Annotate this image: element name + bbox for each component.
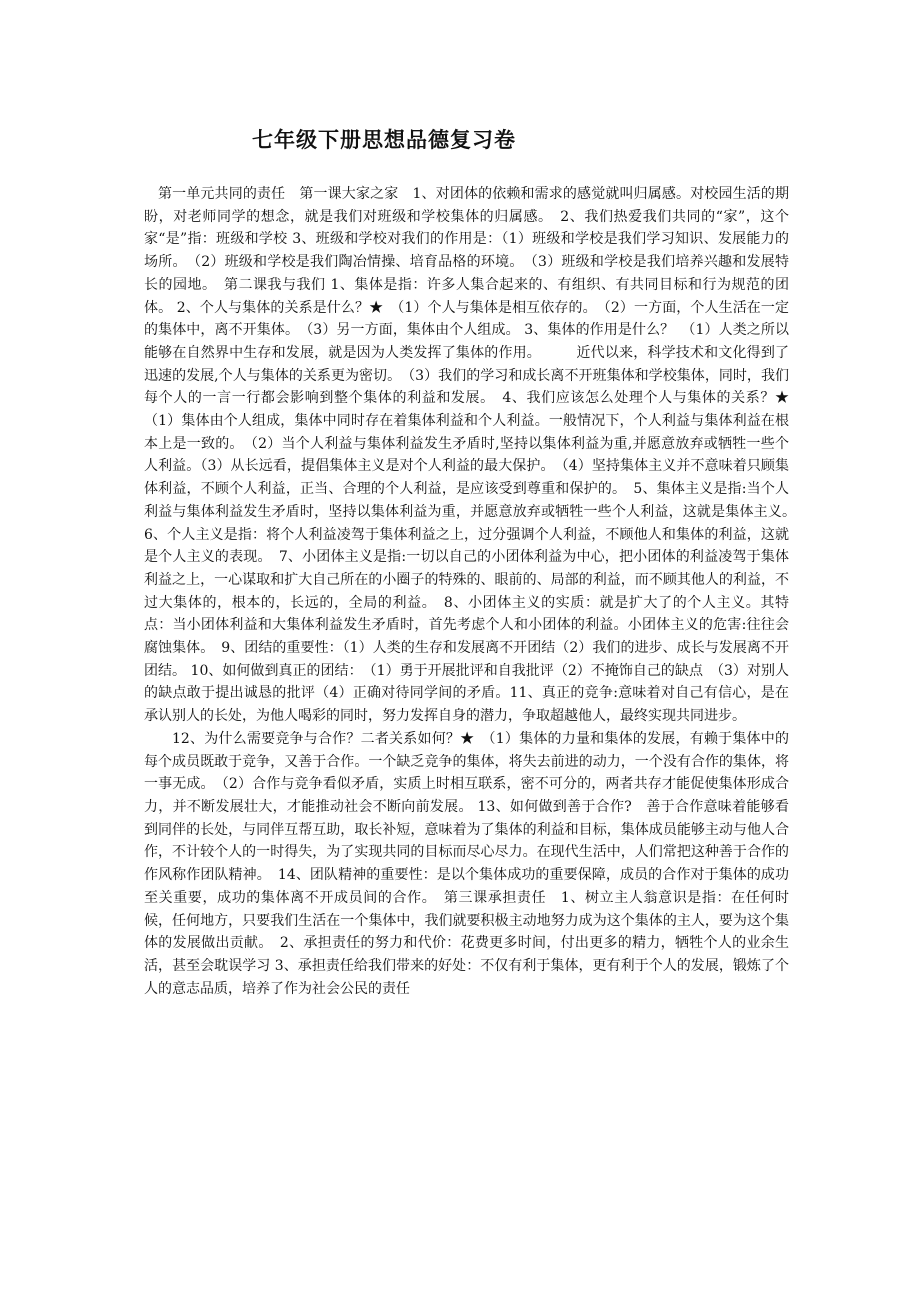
paragraph-2: 12、为什么需要竞争与合作？二者关系如何？★ （1）集体的力量和集体的发展，有赖于集体中的每个成员既敢于竞争，又善于合作。一个缺乏竞争的集体，将失去前进的动力，一个没有合作的集体，将一事无成。 （2）合作与竞争看似矛盾，实质上时相互联系，密不可分的，两者共存才能促使集体形成合力，并不断发展壮大，才能推动社会不断向前发展。 13、如何做到善于合作? 善于合作意味着能够看到同伴的长处，与同伴互帮互助，取长补短，意味着为了集体的利益和目标，集体成员能够主动与他人合作，不计较个人的一时得失，为了实现共同的目标而尽心尽力。在现代生活中，人们常把这种善于合作的作风称作团队精神。 14、团队精神的重要性：是以个集体成功的重要保障，成员的合作对于集体的成功至关重要，成功的集体离不开成员间的合作。 第三课承担责任 1、树立主人翁意识是指：在任何时候，任何地方，只要我们生活在一个集体中，我们就要积极主动地努力成为这个集体的主人，要为这个集体的发展做出贡献。 2、承担责任的努力和代价：花费更多时间，付出更多的精力，牺牲个人的业余生活，甚至会耽误学习 3、承担责任给我们带来的好处：不仅有利于集体，更有利于个人的发展，锻炼了个人的意志品质，培养了作为社会公民的责任	[144, 730, 789, 997]
document-title: 七年级下册思想品德复习卷	[252, 127, 516, 152]
paragraph-1: 第一单元共同的责任 第一课大家之家 1、对团体的依赖和需求的感觉就叫归属感。对校园生活的期盼，对老师同学的想念，就是我们对班级和学校集体的归属感。 2、我们热爱我们共同的“家”，这个家“是”指：班级和学校 3、班级和学校对我们的作用是：（1）班级和学校是我们学习知识、发展能力的场所。 （2）班级和学校是我们陶冶情操、培育品格的环境。 （3）班级和学校是我们培养兴趣和发展特长的园地。 第二课我与我们 1、集体是指：许多人集合起来的、有组织、有共同目标和行为规范的团体。 2、个人与集体的关系是什么？★ （1）个人与集体是相互依存的。 （2）一方面，个人生活在一定的集体中，离不开集体。 （3）另一方面，集体由个人组成。 3、集体的作用是什么？ （1）人类之所以能够在自然界中生存和发展，就是因为人类发挥了集体的作用。 近代以来，科学技术和文化得到了迅速的发展,个人与集体的关系更为密切。 （3）我们的学习和成长离不开班集体和学校集体，同时，我们每个人的一言一行都会影响到整个集体的利益和发展。 4、我们应该怎么处理个人与集体的关系？★ （1）集体由个人组成，集体中同时存在着集体利益和个人利益。一般情况下，个人利益与集体利益在根本上是一致的。 （2）当个人利益与集体利益发生矛盾时,坚持以集体利益为重,并愿意放弃或牺牲一些个人利益。（3）从长远看，提倡集体主义是对个人利益的最大保护。 （4）坚持集体主义并不意味着只顾集体利益，不顾个人利益，正当、合理的个人利益，是应该受到尊重和保护的。 5、集体主义是指:当个人利益与集体利益发生矛盾时，坚持以集体利益为重，并愿意放弃或牺牲一些个人利益，这就是集体主义。 6、个人主义是指：将个人利益凌驾于集体利益之上，过分强调个人利益，不顾他人和集体的利益，这就是个人主义的表现。 7、小团体主义是指:一切以自己的小团体利益为中心，把小团体的利益凌驾于集体利益之上，一心谋取和扩大自己所在的小圈子的特殊的、眼前的、局部的利益，而不顾其他人的利益，不过大集体的，根本的，长远的，全局的利益。 8、小团体主义的实质：就是扩大了的个人主义。其特点：当小团体利益和大集体利益发生矛盾时，首先考虑个人和小团体的利益。小团体主义的危害:往往会腐蚀集体。 9、团结的重要性：（1）人类的生存和发展离不开团结（2）我们的进步、成长与发展离不开团结。 10、如何做到真正的团结： （1）勇于开展批评和自我批评（2）不掩饰自己的缺点 （3）对别人的缺点敢于提出诚恳的批评（4）正确对待同学间的矛盾。11、真正的竞争:意味着对自己有信心，是在承认别人的长处，为他人喝彩的同时，努力发挥自身的潜力，争取超越他人，最终实现共同进步。	[144, 186, 803, 725]
document-body	[144, 183, 803, 1000]
